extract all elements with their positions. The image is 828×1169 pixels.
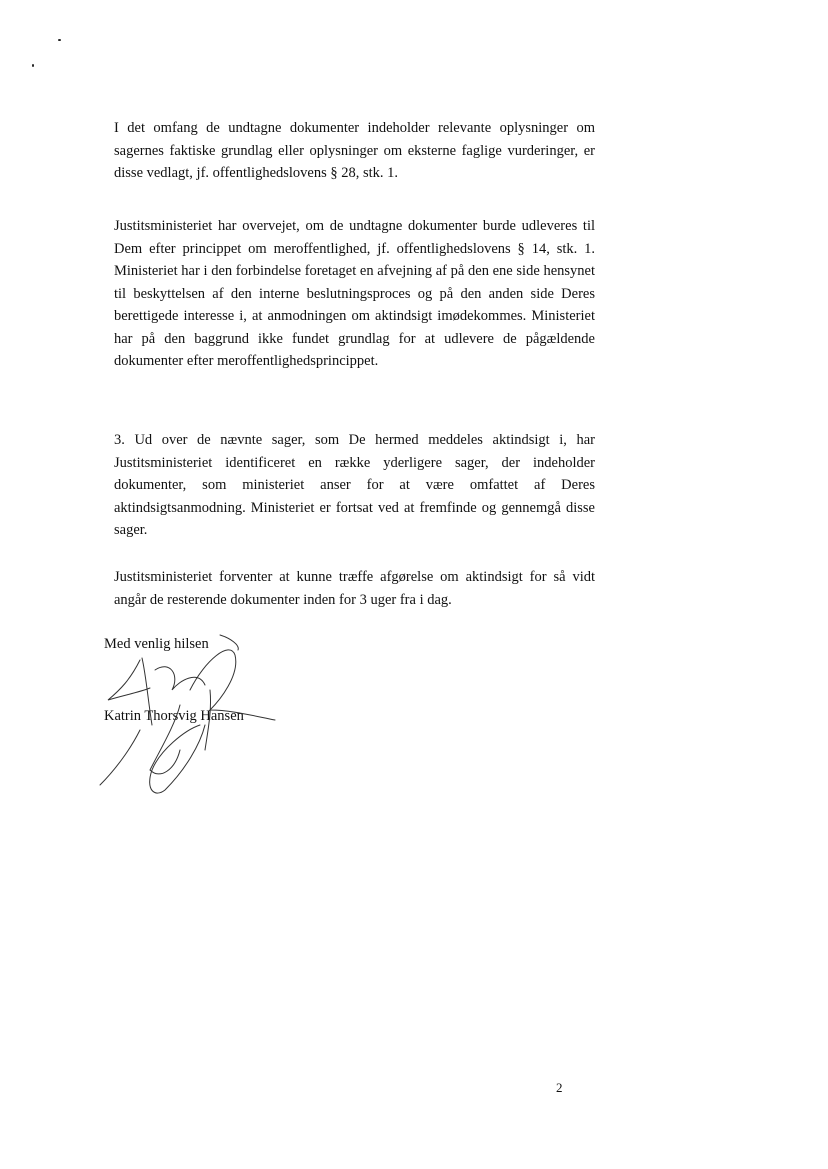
paragraph-additional-cases: 3. Ud over de nævnte sager, som De hermed meddeles aktindsigt i, har Justitsministeriet identificeret en række yderligere sager, der indeholder dokumenter, som ministeriet anser for at være omfattet af Deres aktindsigtsanmodning. Ministeriet er fortsat ved at fremfinde og gennemgå disse sager. bbox=[114, 432, 595, 538]
paragraph-excluded-documents: I det omfang de undtagne dokumenter indeholder relevante oplysninger om sagernes faktiske grundlag eller oplysninger om eksterne faglige vurderinger, er disse vedlagt, jf. offentlighedslovens § 28, stk. 1. bbox=[114, 120, 595, 181]
handwritten-signature bbox=[80, 630, 280, 800]
paragraph-expected-decision: Justitsministeriet forventer at kunne træffe afgørelse om aktindsigt for så vidt angår de resterende dokumenter inden for 3 uger fra i dag. bbox=[114, 569, 595, 608]
scan-speck bbox=[58, 39, 61, 41]
scan-speck bbox=[32, 64, 34, 67]
paragraph-meroffentlighed: Justitsministeriet har overvejet, om de undtagne dokumenter burde udleveres til Dem efter princippet om meroffentlighed, jf. offentlighedslovens § 14, stk. 1. Ministeriet har i den forbindelse foretaget en afvejning af på den ene side hensynet til beskyttelsen af den interne beslutningsproces og på den anden side Deres berettigede interesse i, at anmodningen om aktindsigt imødekommes. Ministeriet har på den baggrund ikke fundet grundlag for at udlevere de pågældende dokumenter efter meroffentlighedsprincippet. bbox=[114, 218, 595, 369]
signer-name: Katrin Thorsvig Hansen bbox=[104, 708, 244, 724]
page-number: 2 bbox=[556, 1080, 563, 1095]
closing-greeting: Med venlig hilsen bbox=[104, 636, 209, 652]
